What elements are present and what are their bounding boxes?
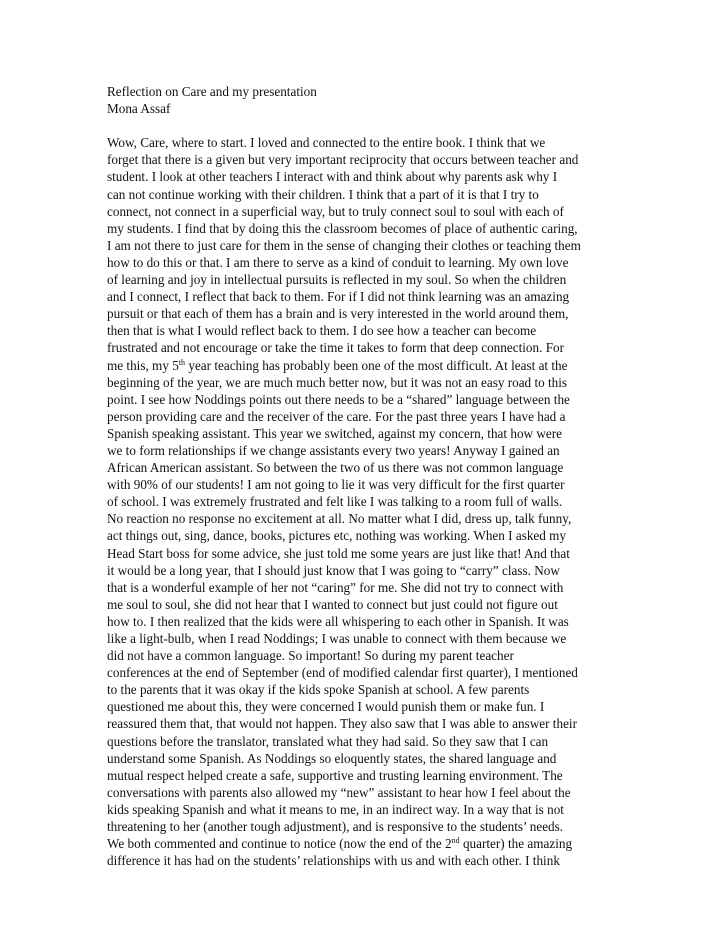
body-line: act things out, sing, dance, books, pictures etc, nothing was working. When I asked my xyxy=(107,528,567,544)
author-name: Mona Assaf xyxy=(107,101,171,117)
body-line: of learning and joy in intellectual pursuits is reflected in my soul. So when the children xyxy=(107,272,567,288)
body-line: that is a wonderful example of her not “caring” for me. She did not try to connect with xyxy=(107,579,564,595)
document-text xyxy=(107,83,637,869)
body-line: did not have a common language. So important! So during my parent teacher xyxy=(107,648,514,664)
body-line: point. I see how Noddings points out there needs to be a “shared” language between the xyxy=(107,391,570,407)
body-line: conferences at the end of September (end of modified calendar first quarter), I mentioned xyxy=(107,665,578,681)
body-line: then that is what I would reflect back to them. I do see how a teacher can become xyxy=(107,323,537,339)
body-line: can not continue working with their children. I think that a part of it is that I try to xyxy=(107,186,539,202)
body-line: connect, not connect in a superficial way, but to truly connect soul to soul with each of xyxy=(107,203,564,219)
body-line: conversations with parents also allowed my “new” assistant to hear how I feel about the xyxy=(107,784,571,800)
body-line: like a light-bulb, when I read Noddings; I was unable to connect with them because we xyxy=(107,631,567,646)
body-line: I am not there to just care for them in the sense of changing their clothes or teaching them xyxy=(107,237,581,253)
body-line: and I connect, I reflect that back to them. For if I did not think learning was an amazing xyxy=(107,289,570,305)
body-line: Spanish speaking assistant. This year we switched, against my concern, that how were xyxy=(107,425,562,441)
body-line: African American assistant. So between the two of us there was not common language xyxy=(107,460,564,476)
body-line: pursuit or that each of them has a brain and is very interested in the world around them, xyxy=(107,306,569,322)
body-line: Head Start boss for some advice, she just told me some years are just like that! And that xyxy=(107,545,570,561)
body-line: threatening to her (another tough adjustment), and is responsive to the students’ needs. xyxy=(107,819,564,835)
body-line: mutual respect helped create a safe, supportive and trusting learning environment. The xyxy=(107,767,563,783)
body-line: Wow, Care, where to start. I loved and connected to the entire book. I think that we xyxy=(107,135,546,151)
body-line: kids speaking Spanish and what it means to me, in an indirect way. In a way that is not xyxy=(107,801,564,817)
body-line: my students. I find that by doing this the classroom becomes of place of authentic caring, xyxy=(107,220,578,236)
body-line: beginning of the year, we are much much better now, but it was not an easy road to this xyxy=(107,374,568,390)
body-line: person providing care and the receiver of the care. For the past three years I have had a xyxy=(107,408,566,424)
body-line: student. I look at other teachers I interact with and think about why parents ask why I xyxy=(107,169,558,185)
body-line: me this, my 5th year teaching has probably been one of the most difficult. At least at the xyxy=(107,357,568,373)
document-header xyxy=(107,83,637,117)
body-line: We both commented and continue to notice (now the end of the 2nd quarter) the amazing xyxy=(107,836,573,852)
body-line: questioned me about this, they were concerned I would punish them or make fun. I xyxy=(107,699,545,715)
body-line: understand some Spanish. As Noddings so eloquently states, the shared language and xyxy=(107,750,557,766)
body-line: frustrated and not encourage or take the time it takes to form that deep connection. For xyxy=(107,340,565,356)
document-title: Reflection on Care and my presentation xyxy=(107,84,317,99)
body-line: me soul to soul, she did not hear that I wanted to connect but just could not figure out xyxy=(107,596,558,612)
body-line: with 90% of our students! I am not going to lie it was very difficult for the first quarter xyxy=(107,477,565,493)
body-line: how to do this or that. I am there to serve as a kind of conduit to learning. My own love xyxy=(107,254,569,270)
body-line: it would be a long year, that I should just know that I was going to “carry” class. Now xyxy=(107,562,560,578)
body-line: we to form relationships if we change assistants every two years! Anyway I gained an xyxy=(107,442,560,458)
body-line: difference it has had on the students’ relationships with us and with each other. I think xyxy=(107,853,560,869)
paragraph-gap xyxy=(107,117,637,134)
body-paragraph xyxy=(107,134,637,869)
body-line: of school. I was extremely frustrated and felt like I was talking to a room full of walls. xyxy=(107,494,563,510)
body-line: to the parents that it was okay if the kids spoke Spanish at school. A few parents xyxy=(107,682,530,698)
body-line: how to. I then realized that the kids were all whispering to each other in Spanish. It was xyxy=(107,613,569,629)
body-line: forget that there is a given but very important reciprocity that occurs between teacher and xyxy=(107,152,579,168)
body-line: reassured them that, that would not happen. They also saw that I was able to answer their xyxy=(107,716,577,732)
body-line: No reaction no response no excitement at all. No matter what I did, dress up, talk funny, xyxy=(107,511,572,527)
body-line: questions before the translator, translated what they had said. So they saw that I can xyxy=(107,733,549,749)
